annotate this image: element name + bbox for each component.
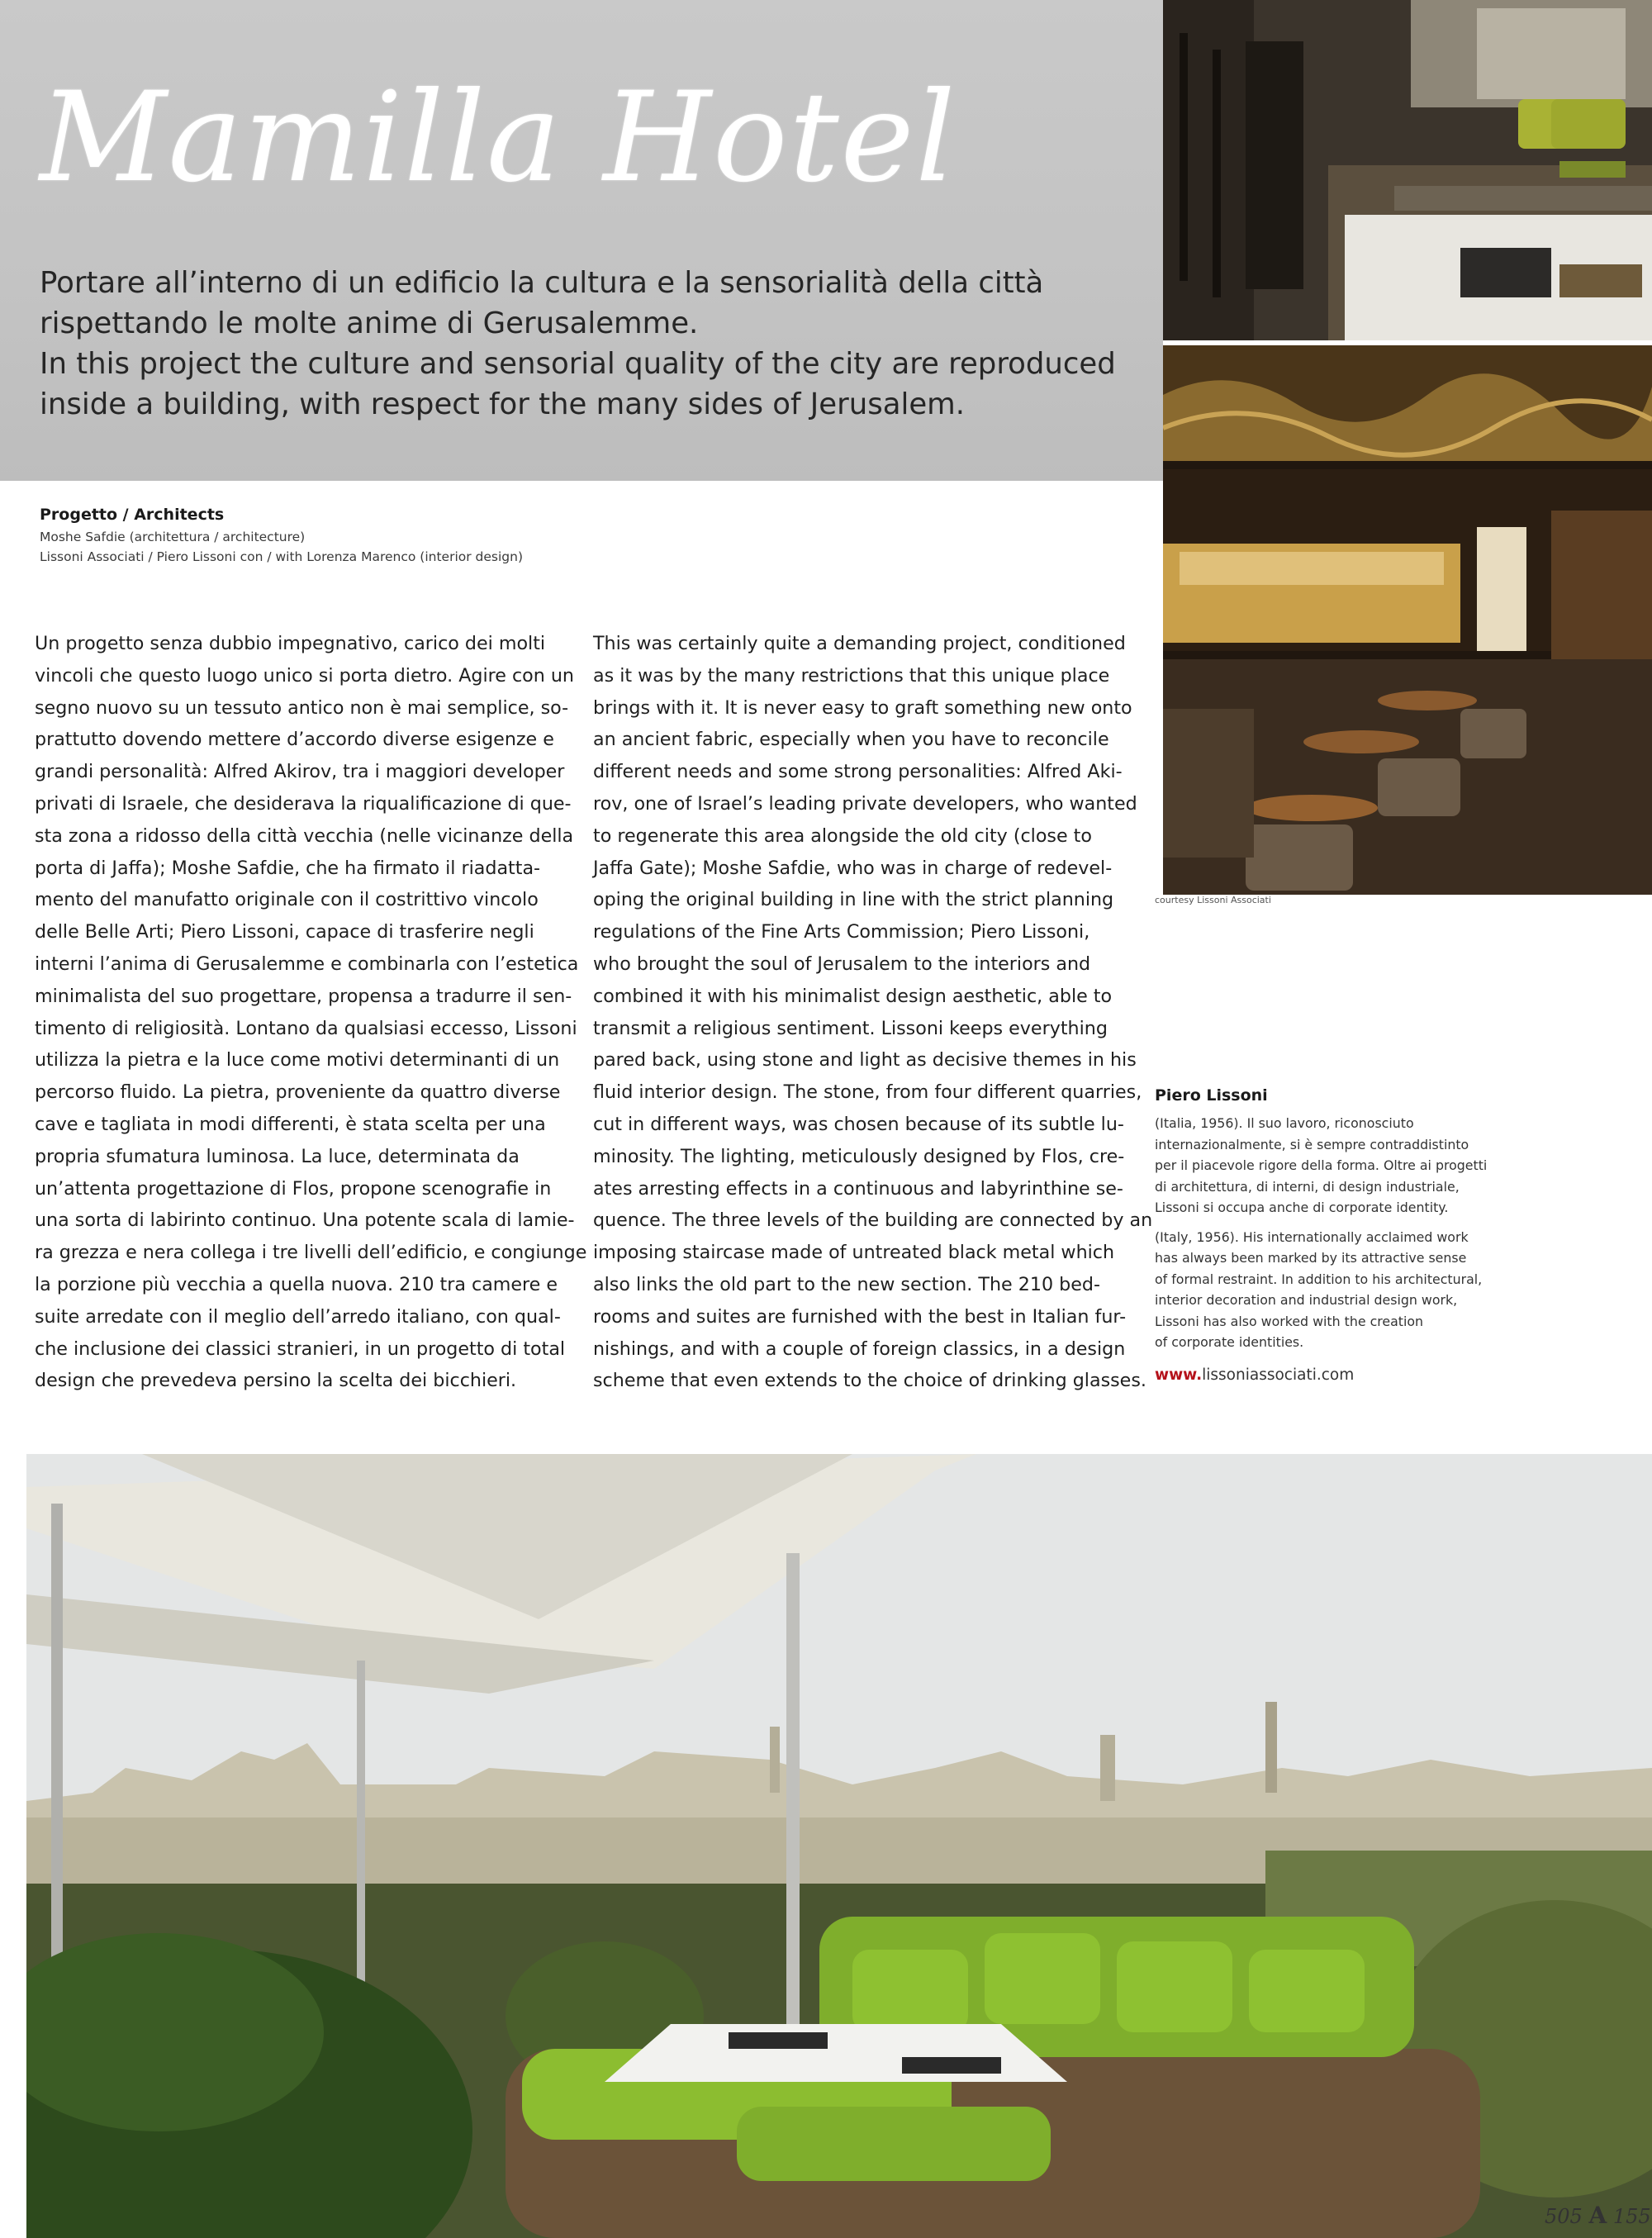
body-line: che inclusione dei classici stranieri, in un progetto di total [35, 1338, 566, 1360]
bio-line: internazionalmente, si è sempre contraddistinto [1155, 1136, 1469, 1152]
bio-line: (Italy, 1956). His internationally acclaimed work [1155, 1228, 1469, 1245]
body-line: nishings, and with a couple of foreign classics, in a design [593, 1338, 1126, 1360]
subtitle-line: In this project the culture and sensorial quality of the city are reproduced [40, 347, 1116, 381]
subtitle-line: Portare all’interno di un edificio la cultura e la sensorialità della città [40, 266, 1044, 300]
body-line: quence. The three levels of the building are connected by an [593, 1209, 1153, 1232]
body-line: rooms and suites are furnished with the best in Italian fur- [593, 1305, 1127, 1328]
body-line: fluid interior design. The stone, from four different quarries, [593, 1081, 1142, 1104]
body-line: timento di religiosità. Lontano da qualsiasi eccesso, Lissoni [35, 1017, 577, 1039]
body-english [593, 628, 1153, 1397]
body-line: minosity. The lighting, meticulously designed by Flos, cre- [593, 1145, 1125, 1167]
body-line: percorso fluido. La pietra, proveniente da quattro diverse [35, 1081, 561, 1104]
body-line: prattutto dovendo mettere d’accordo diverse esigenze e [35, 729, 554, 751]
body-line: sta zona a ridosso della città vecchia (nelle vicinanze della [35, 824, 574, 847]
body-line: segno nuovo su un tessuto antico non è mai semplice, so- [35, 696, 569, 719]
project-credits [40, 506, 866, 567]
bio-line: Lissoni has also worked with the creation [1155, 1313, 1424, 1329]
terrace-photo [26, 1454, 1652, 2238]
body-line: design che prevedeva persino la scelta dei bicchieri. [35, 1370, 517, 1392]
body-line: rov, one of Israel’s leading private developers, who wanted [593, 792, 1137, 815]
credits-line: Lissoni Associati / Piero Lissoni con / with Lorenza Marenco (interior design) [40, 549, 524, 564]
folio-mark: A [1588, 2202, 1607, 2229]
body-line: suite arredate con il meglio dell’arredo italiano, con qual- [35, 1305, 561, 1328]
body-line: la porzione più vecchia a quella nuova. 210 tra camere e [35, 1273, 558, 1295]
website-link-prefix: www. [1155, 1366, 1203, 1384]
body-line: to regenerate this area alongside the old city (close to [593, 824, 1092, 847]
bio-line: of formal restraint. In addition to his architectural, [1155, 1271, 1483, 1287]
body-line: different needs and some strong personalities: Alfred Aki- [593, 761, 1123, 783]
website-link-domain: lissoniassociati.com [1202, 1366, 1355, 1384]
body-line: vincoli che questo luogo unico si porta dietro. Agire con un [35, 664, 574, 687]
body-line: oping the original building in line with the strict planning [593, 889, 1114, 911]
body-line: ates arresting effects in a continuous and labyrinthine se- [593, 1177, 1123, 1200]
lobby-photo [1163, 0, 1652, 340]
subtitle-line: inside a building, with respect for the many sides of Jerusalem. [40, 387, 966, 421]
body-line: also links the old part to the new section. The 210 bed- [593, 1273, 1100, 1295]
bio-line: of corporate identities. [1155, 1334, 1304, 1350]
body-line: grandi personalità: Alfred Akirov, tra i maggiori developer [35, 761, 565, 783]
bio-english [1155, 1227, 1568, 1353]
body-line: cut in different ways, was chosen because of its subtle lu- [593, 1113, 1124, 1135]
body-line: as it was by the many restrictions that this unique place [593, 664, 1110, 687]
body-line: who brought the soul of Jerusalem to the interiors and [593, 953, 1091, 975]
bar-photo [1163, 345, 1652, 895]
body-italian [35, 628, 587, 1397]
folio-issue: 505 [1545, 2205, 1583, 2228]
body-line: regulations of the Fine Arts Commission; Piero Lissoni, [593, 921, 1090, 943]
body-line: minimalista del suo progettare, propensa a tradurre il sen- [35, 985, 572, 1007]
body-line: This was certainly quite a demanding project, conditioned [593, 633, 1126, 654]
body-line: Un progetto senza dubbio impegnativo, carico dei molti [35, 633, 546, 654]
bio-line: per il piacevole rigore della forma. Oltre ai progetti [1155, 1157, 1488, 1173]
bio-line: di architettura, di interni, di design industriale, [1155, 1178, 1460, 1195]
body-line: ra grezza e nera collega i tre livelli dell’edificio, e congiunge [35, 1242, 587, 1264]
body-line: interni l’anima di Gerusalemme e combinarla con l’estetica [35, 953, 579, 975]
body-line: brings with it. It is never easy to graft something new onto [593, 696, 1132, 719]
bio-italian [1155, 1113, 1568, 1219]
body-line: privati di Israele, che desiderava la riqualificazione di que- [35, 792, 572, 815]
body-line: propria sfumatura luminosa. La luce, determinata da [35, 1145, 520, 1167]
body-line: porta di Jaffa); Moshe Safdie, che ha firmato il riadatta- [35, 857, 541, 879]
bio-name: Piero Lissoni [1155, 1086, 1268, 1105]
website-link[interactable] [1155, 1366, 1568, 1384]
article-subtitle [40, 263, 1146, 425]
body-line: utilizza la pietra e la luce come motivi determinanti di un [35, 1049, 560, 1071]
body-line: imposing staircase made of untreated black metal which [593, 1242, 1115, 1264]
body-line: an ancient fabric, especially when you have to reconcile [593, 729, 1109, 751]
body-line: un’attenta progettazione di Flos, propone scenografie in [35, 1177, 552, 1200]
body-line: delle Belle Arti; Piero Lissoni, capace di trasferire negli [35, 921, 534, 943]
body-line: combined it with his minimalist design aesthetic, able to [593, 985, 1113, 1007]
photo-credit: courtesy Lissoni Associati [1155, 895, 1271, 905]
credits-heading: Progetto / Architects [40, 506, 225, 524]
article-title: Mamilla Hotel [40, 66, 957, 210]
body-line: transmit a religious sentiment. Lissoni keeps everything [593, 1017, 1108, 1039]
bio-line: has always been marked by its attractive sense [1155, 1250, 1467, 1266]
body-line: Jaffa Gate); Moshe Safdie, who was in charge of redevel- [593, 857, 1113, 879]
credits-line: Moshe Safdie (architettura / architecture) [40, 530, 306, 544]
body-line: pared back, using stone and light as decisive themes in his [593, 1049, 1137, 1071]
body-line: mento del manufatto originale con il costrittivo vincolo [35, 889, 539, 911]
bio-line: interior decoration and industrial design work, [1155, 1292, 1458, 1308]
body-line: una sorta di labirinto continuo. Una potente scala di lamie- [35, 1209, 575, 1232]
body-line: cave e tagliata in modi differenti, è stata scelta per una [35, 1113, 546, 1135]
subtitle-line: rispettando le molte anime di Gerusalemme. [40, 306, 699, 340]
bio-line: (Italia, 1956). Il suo lavoro, riconosciuto [1155, 1115, 1414, 1131]
bio-line: Lissoni si occupa anche di corporate identity. [1155, 1200, 1449, 1215]
page-folio [1545, 2202, 1651, 2229]
designer-bio [1155, 1086, 1568, 1384]
folio-page: 155 [1612, 2205, 1651, 2228]
body-line: scheme that even extends to the choice of drinking glasses. [593, 1370, 1146, 1392]
